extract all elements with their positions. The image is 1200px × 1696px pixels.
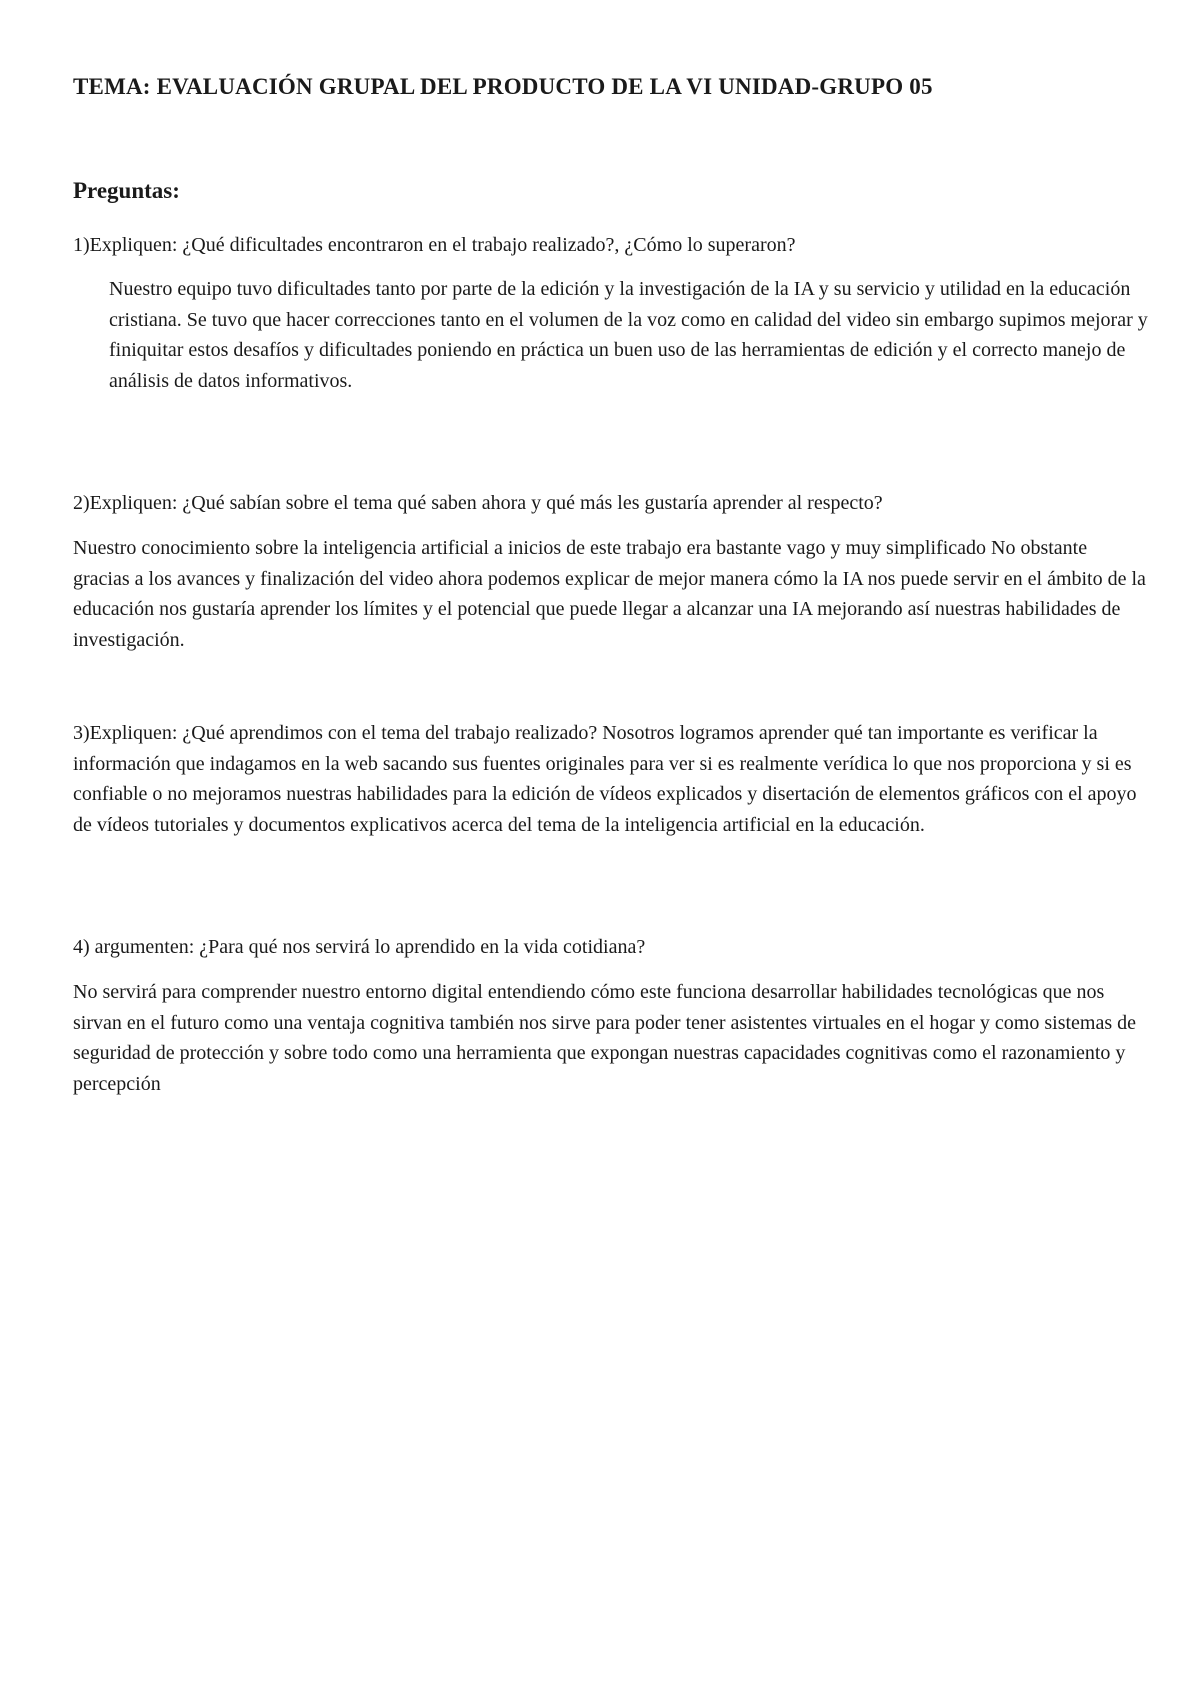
- question-2: 2)Expliquen: ¿Qué sabían sobre el tema qué saben ahora y qué más les gustaría aprender al respecto?: [73, 492, 883, 514]
- answer-4: No servirá para comprender nuestro entorno digital entendiendo cómo este funciona desarrollar habilidades tecnológicas que nos sirvan en el futuro como una ventaja cognitiva también nos sirve para poder tener asistentes virtuales en el hogar y como sistemas de seguridad de protección y sobre todo como una herramienta que expongan nuestras capacidades cognitivas como el razonamiento y percepción: [73, 981, 1136, 1095]
- question-1: 1)Expliquen: ¿Qué dificultades encontraron en el trabajo realizado?, ¿Cómo lo superaron?: [73, 234, 796, 256]
- answer-2: Nuestro conocimiento sobre la inteligencia artificial a inicios de este trabajo era bastante vago y muy simplificado No obstante gracias a los avances y finalización del video ahora podemos explicar de mejor manera cómo la IA nos puede servir en el ámbito de la educación nos gustaría aprender los límites y el potencial que puede llegar a alcanzar una IA mejorando así nuestras habilidades de investigación.: [73, 537, 1146, 651]
- answer-1: Nuestro equipo tuvo dificultades tanto por parte de la edición y la investigación de la IA y su servicio y utilidad en la educación cristiana. Se tuvo que hacer correcciones tanto en el volumen de la voz como en calidad del video sin embargo supimos mejorar y finiquitar estos desafíos y dificultades poniendo en práctica un buen uso de las herramientas de edición y el correcto manejo de análisis de datos informativos.: [109, 278, 1148, 392]
- question-3-with-answer: 3)Expliquen: ¿Qué aprendimos con el tema del trabajo realizado? Nosotros logramos aprender qué tan importante es verificar la información que indagamos en la web sacando sus fuentes originales para ver si es realmente verídica lo que nos proporciona y si es confiable o no mejoramos nuestras habilidades para la edición de vídeos explicados y disertación de elementos gráficos con el apoyo de vídeos tutoriales y documentos explicativos acerca del tema de la inteligencia artificial en la educación.: [73, 722, 1137, 836]
- section-heading: Preguntas:: [73, 178, 180, 203]
- document-title: TEMA: EVALUACIÓN GRUPAL DEL PRODUCTO DE LA VI UNIDAD-GRUPO 05: [73, 74, 933, 99]
- question-4: 4) argumenten: ¿Para qué nos servirá lo aprendido en la vida cotidiana?: [73, 936, 646, 958]
